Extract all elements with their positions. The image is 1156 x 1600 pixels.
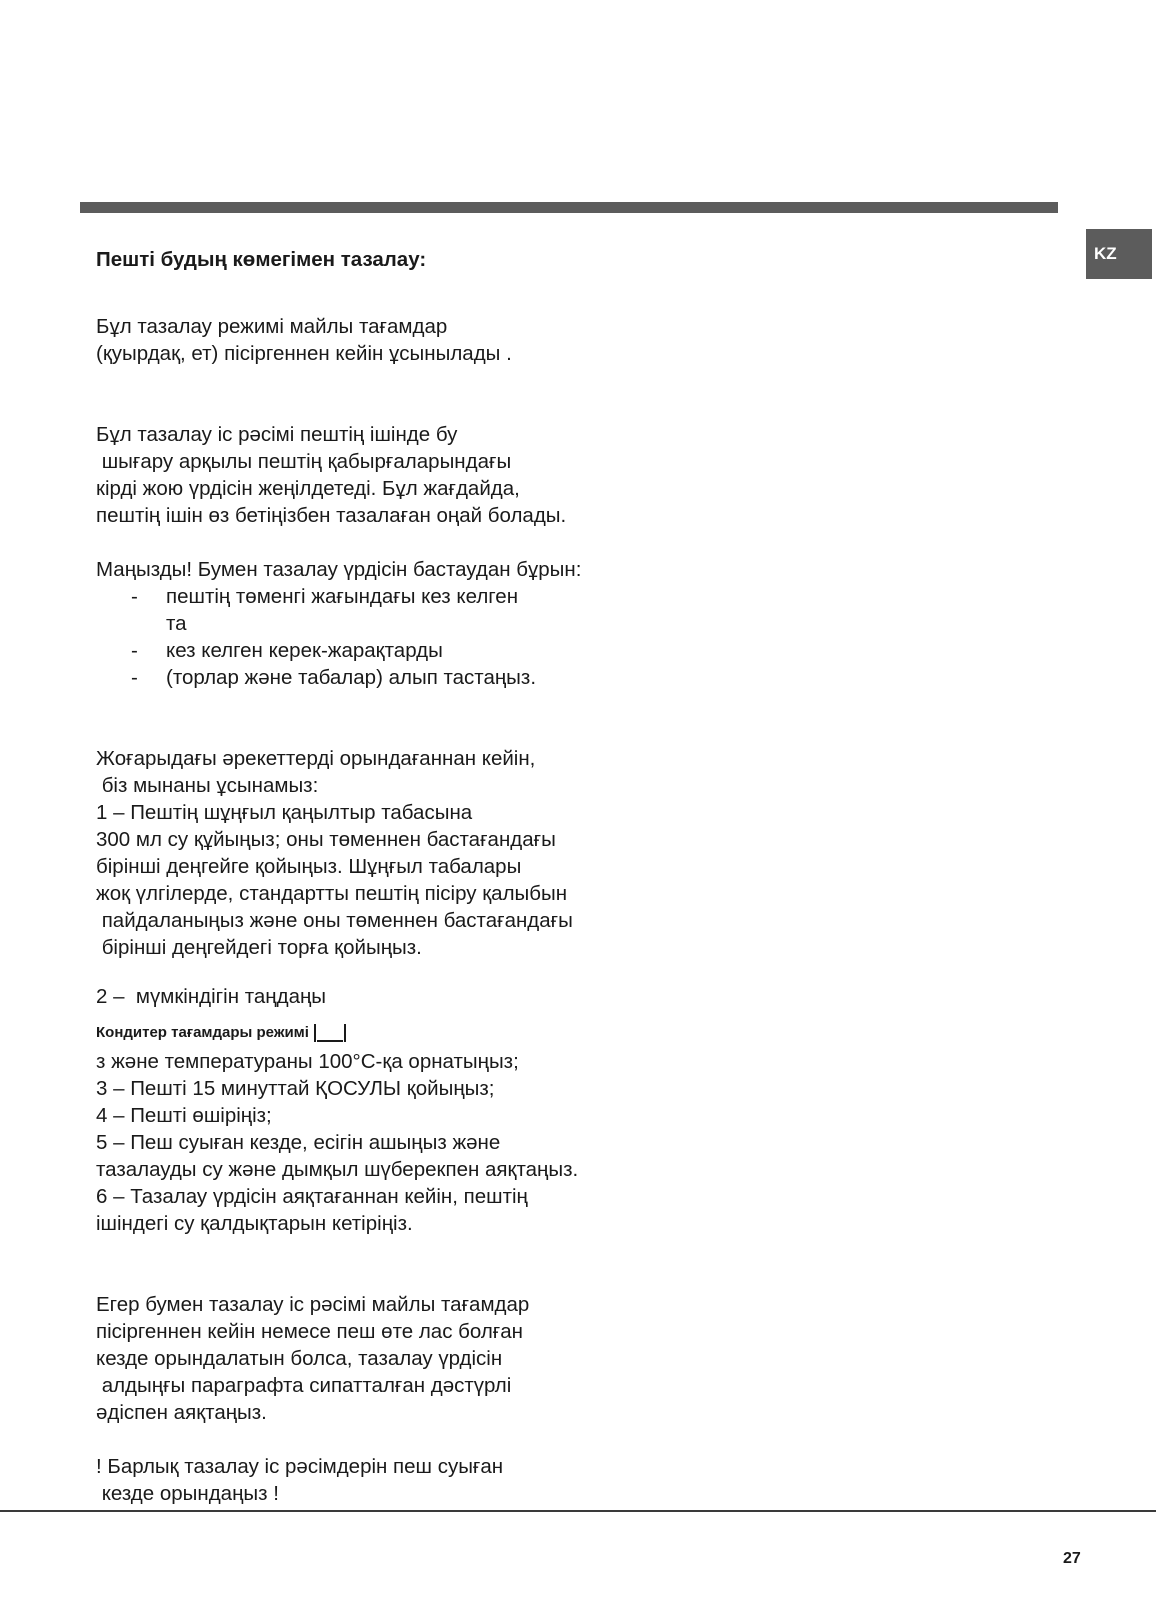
- text-line: бірінші деңгейге қойыңыз. Шұңғыл табалары: [96, 855, 522, 878]
- bottom-divider: [0, 1510, 1156, 1512]
- list-item: [96, 583, 796, 610]
- text-line: әдіспен аяқтаңыз.: [96, 1401, 267, 1424]
- text-line: пештің ішін өз бетіңізбен тазалаған оңай болады.: [96, 504, 567, 527]
- text-line: 6 – Тазалау үрдісін аяқтағаннан кейін, пештің: [96, 1185, 528, 1208]
- text-line: алдыңғы параграфта сипатталған дәстүрлі: [96, 1374, 512, 1397]
- bullet-list: [96, 583, 796, 691]
- text-line: Егер бумен тазалау іс рәсімі майлы тағамдар: [96, 1293, 530, 1316]
- text-line: 4 – Пешті өшіріңіз;: [96, 1104, 272, 1127]
- text-line: ішіндегі су қалдықтарын кетіріңіз.: [96, 1212, 413, 1235]
- bullet-text: кез келген керек-жарақтарды: [166, 639, 443, 662]
- text-line: з және температураны 100°С-қа орнатыңыз;: [96, 1050, 519, 1073]
- text-line: пайдаланыңыз және оны төменнен бастағандағы: [96, 909, 573, 932]
- bullet-dash: -: [131, 666, 138, 689]
- text-line: біз мынаны ұсынамыз:: [96, 774, 319, 797]
- text-line: жоқ үлгілерде, стандартты пештің пісіру қалыбын: [96, 882, 568, 905]
- text-line: ! Барлық тазалау іс рәсімдерін пеш суыған: [96, 1455, 504, 1478]
- text-line: кезде орындаңыз !: [96, 1482, 279, 1505]
- mode-line: [96, 1018, 796, 1048]
- page-content: [96, 246, 796, 1507]
- text-line: тазалауды су және дымқыл шүберекпен аяқтаңыз.: [96, 1158, 579, 1181]
- section-title: Пешті будың көмегімен тазалау:: [96, 248, 427, 271]
- bullet-text: та: [166, 612, 187, 635]
- pastry-mode-icon: [313, 1023, 347, 1043]
- text-line: 3 – Пешті 15 минуттай ҚОСУЛЫ қойыңыз;: [96, 1077, 495, 1100]
- bullet-text: (торлар және табалар) алып тастаңыз.: [166, 666, 537, 689]
- list-item: [96, 610, 796, 637]
- page-number: 27: [1063, 1550, 1081, 1567]
- text-line: (қуырдақ, ет) пісіргеннен кейін ұсынылады .: [96, 342, 512, 365]
- bullet-dash: -: [131, 585, 138, 608]
- list-item: [96, 637, 796, 664]
- important-note: Маңызды! Бумен тазалау үрдісін бастаудан бұрын:: [96, 558, 582, 581]
- intro-paragraph: [96, 313, 796, 367]
- bullet-dash: -: [131, 639, 138, 662]
- closing-paragraph: [96, 1291, 796, 1426]
- description-paragraph: [96, 421, 796, 529]
- text-line: Бұл тазалау іс рәсімі пештің ішінде бу: [96, 423, 458, 446]
- text-line: Жоғарыдағы әрекеттерді орындағаннан кейін,: [96, 747, 536, 770]
- pastry-mode-label: Кондитер тағамдары режимі: [96, 1024, 309, 1041]
- text-line: кірді жою үрдісін жеңілдетеді. Бұл жағдайда,: [96, 477, 520, 500]
- text-line: 5 – Пеш суыған кезде, есігін ашыңыз және: [96, 1131, 501, 1154]
- warning-paragraph: [96, 1453, 796, 1507]
- list-item: [96, 664, 796, 691]
- text-line: шығару арқылы пештің қабырғаларындағы: [96, 450, 512, 473]
- text-line: бірінші деңгейдегі торға қойыңыз.: [96, 936, 422, 959]
- text-line: 1 – Пештің шұңғыл қаңылтыр табасына: [96, 801, 473, 824]
- top-divider: [80, 202, 1058, 213]
- language-tab: KZ: [1086, 229, 1152, 279]
- text-line: Бұл тазалау режимі майлы тағамдар: [96, 315, 448, 338]
- steps-paragraph: [96, 745, 796, 961]
- text-line: кезде орындалатын болса, тазалау үрдісін: [96, 1347, 503, 1370]
- bullet-dash: [96, 610, 166, 637]
- step-two: 2 – мүмкіндігін таңдаңы: [96, 985, 327, 1008]
- text-line: 300 мл су құйыңыз; оны төменнен бастағандағы: [96, 828, 556, 851]
- text-line: пісіргеннен кейін немесе пеш өте лас болған: [96, 1320, 523, 1343]
- steps-rest: [96, 1048, 796, 1237]
- bullet-text: пештің төменгі жағындағы кез келген: [166, 585, 519, 608]
